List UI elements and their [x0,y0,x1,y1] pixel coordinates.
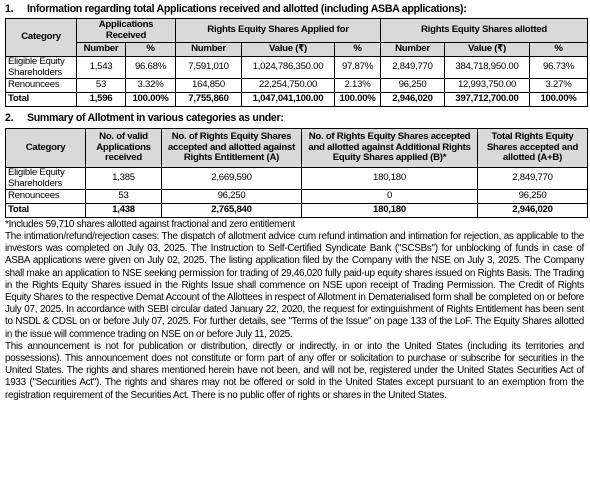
t2-cell: 1,438 [86,204,162,218]
t1-cell: 12,993,750.00 [445,79,530,93]
t1-cell: 53 [77,79,126,93]
t2-cell: 53 [86,190,162,204]
t2-header-additional: No. of Rights Equity Shares accepted and allotted against Additional Rights Equity Shares applied (B)* [302,129,478,168]
t1-cell: 1,047,041,100.00 [242,93,335,107]
t1-cell: 2,946,020 [381,93,445,107]
t2-cell: 180,180 [302,168,478,190]
table-row-total [6,93,588,107]
t2-cell: 2,946,020 [478,204,588,218]
t2-cell: 2,669,590 [162,168,302,190]
t1-cell: 7,591,010 [176,57,242,79]
t2-cell-category: Total [6,204,86,218]
t1-cell: 2,849,770 [381,57,445,79]
t1-cell: 164,850 [176,79,242,93]
section2-title-text: Summary of Allotment in various categories as under: [27,112,284,124]
t2-cell: 0 [302,190,478,204]
section2-number: 2. [5,112,14,124]
t1-cell: 96,250 [381,79,445,93]
t1-subheader-percent: % [126,43,176,57]
t1-cell: 22,254,750.00 [242,79,335,93]
t1-cell: 1,024,786,350.00 [242,57,335,79]
t1-header-allotted: Rights Equity Shares allotted [381,19,588,43]
t1-cell-category: Total [6,93,77,107]
t2-header-category: Category [6,129,86,168]
t1-cell-category: Renouncees [6,79,77,93]
table-row [6,57,588,79]
t2-cell: 96,250 [478,190,588,204]
disclaimer-paragraph: This announcement is not for publication or distribution, directly or indirectly, in or into the United States (including its territories and possessions). This announcement does not constitute or form part of any offer or solicitation to purchase or subscribe for securities in the United States. The rights and shares mentioned herein have not been, and will not be, registered under the United States Securities Act of 1933 ("Securities Act"). The rights and shares may not be offered or sold in the United States except pursuant to an exemption from the registration requirement of the Securities Act. There is no public offer of rights or shares in the United States. [5,340,584,401]
t1-subheader-percent: % [530,43,588,57]
table-row [6,190,588,204]
t1-cell: 96.68% [126,57,176,79]
t2-cell: 1,385 [86,168,162,190]
t1-cell: 397,712,700.00 [445,93,530,107]
t1-cell: 3.32% [126,79,176,93]
t1-cell: 100.00% [530,93,588,107]
t2-cell: 180,180 [302,204,478,218]
section1-number: 1. [5,3,14,15]
t1-header-applied: Rights Equity Shares Applied for [176,19,381,43]
t1-subheader-number: Number [381,43,445,57]
intimation-paragraph: The intimation/refund/rejection cases: The dispatch of allotment advice cum refund intimation and intimation for rejection, as applicable to the investors was completed on July 03, 2025. The Instruction to Self-Certified Syndicate Bank ("SCSBs") for unblocking of funds in case of ASBA applications were given on July 02, 2025. The listing application filed by the Company with the NSE on July 3, 2025. The Company shall make an application to NSE seeking permission for trading of 29,46,020 fully paid-up equity shares issued on Rights Basis. The Trading in the Rights Equity Shares issued in the Rights Issue shall commence on NSE upon receipt of Trading Permission. The Credit of Rights Equity Shares to the respective Demat Account of the Allottees in respect of Allotment in Dematerialised form shall be completed on or before July 07, 2025. In accordance with SEBI circular dated January 22, 2020, the request for extinguishment of Rights Entitlement has been sent to NSDL & CDSL on or before July 07, 2025. For further details, see "Terms of the Issue" on page 133 of the LoF. The Equity Shares allotted in the issue will commence trading on NSE on or before July 11, 2025. [5,231,584,340]
t1-subheader-number: Number [176,43,242,57]
t2-header-total: Total Rights Equity Shares accepted and allotted (A+B) [478,129,588,168]
applications-table [5,18,588,107]
table-row-total [6,204,588,218]
t1-subheader-percent: % [335,43,381,57]
t2-cell-category: Eligible Equity Shareholders [6,168,86,190]
t1-cell: 1,543 [77,57,126,79]
t1-cell: 384,718,950.00 [445,57,530,79]
t1-header-applications: Applications Received [77,19,176,43]
allotment-summary-table [5,128,588,218]
t1-cell: 1,596 [77,93,126,107]
t1-cell: 97.87% [335,57,381,79]
footnote: *Includes 59,710 shares allotted against fractional and zero entitlement [5,219,296,230]
t1-cell: 3.27% [530,79,588,93]
t1-cell: 7,755,860 [176,93,242,107]
table-row [6,79,588,93]
t2-header-entitlement: No. of Rights Equity Shares accepted and allotted against Rights Entitlement (A) [162,129,302,168]
t1-cell: 2.13% [335,79,381,93]
t1-subheader-number: Number [77,43,126,57]
section1-title [0,3,590,16]
t2-cell: 96,250 [162,190,302,204]
section1-title-text: Information regarding total Applications received and allotted (including ASBA applications): [27,3,467,15]
t1-cell-category: Eligible Equity Shareholders [6,57,77,79]
t1-cell: 100.00% [335,93,381,107]
section2-title [0,112,590,125]
t1-subheader-value: Value (₹) [445,43,530,57]
table-row [6,168,588,190]
t1-header-category: Category [6,19,77,57]
t1-subheader-value: Value (₹) [242,43,335,57]
t2-header-valid-apps: No. of valid Applications received [86,129,162,168]
t2-cell: 2,765,840 [162,204,302,218]
t2-cell-category: Renouncees [6,190,86,204]
t2-cell: 2,849,770 [478,168,588,190]
t1-cell: 96.73% [530,57,588,79]
t1-cell: 100.00% [126,93,176,107]
